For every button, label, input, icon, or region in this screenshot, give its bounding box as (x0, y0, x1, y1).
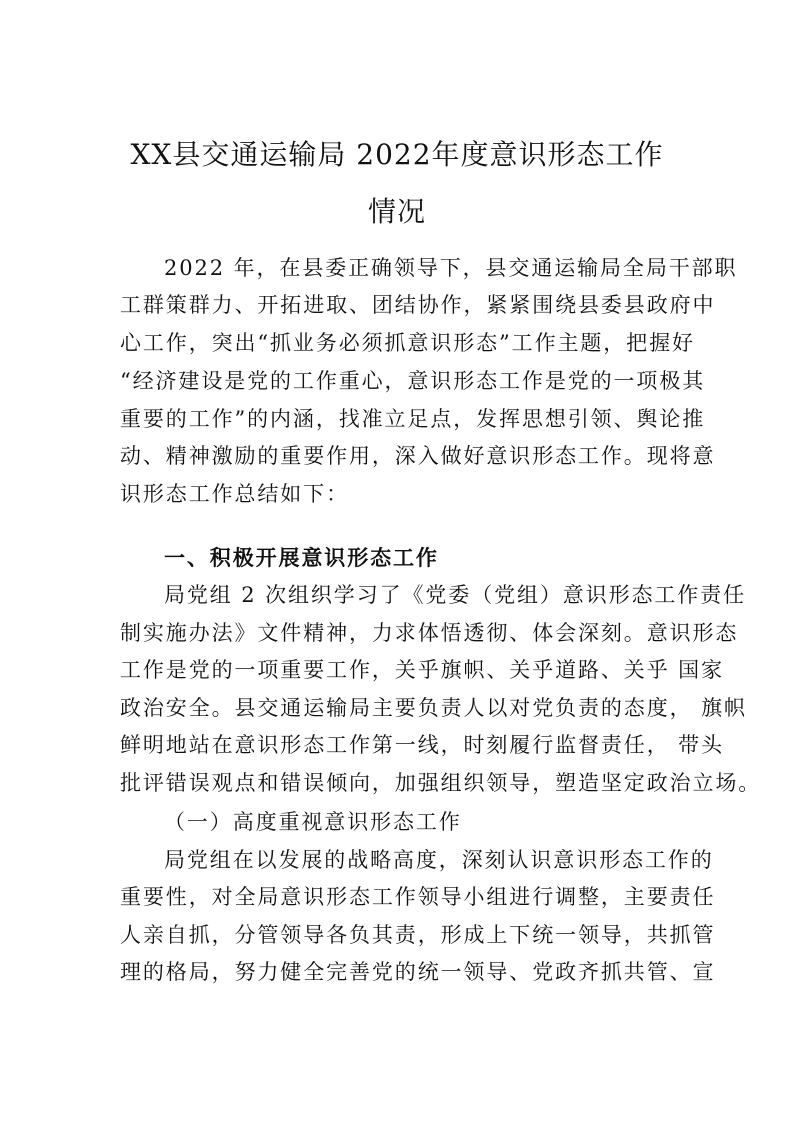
subsection-heading: （一）高度重视意识形态工作 (164, 810, 462, 834)
text-line: 制实施办法》文件精神，力求体悟透彻、体会深刻。意识形态 (120, 621, 739, 645)
text-line: 批评错误观点和错误倾向，加强组织领导，塑造坚定政治立场。 (120, 771, 762, 795)
title-line-2: 情况 (367, 195, 426, 228)
text-line: 理的格局，努力健全完善党的统一领导、党政齐抓共管、宣 (120, 960, 716, 984)
text-line: 政治安全。县交通运输局主要负责人以对党负责的态度， 旗帜 (120, 696, 747, 720)
text-line: 重要的工作”的内涵，找准立足点，发挥思想引领、舆论推 (120, 407, 706, 431)
text-line: 动、精神激励的重要作用，深入做好意识形态工作。现将意 (120, 444, 716, 468)
text-line: 人亲自抓，分管领导各负其责，形成上下统一领导，共抓管 (120, 923, 716, 947)
text-line: 局党组 2 次组织学习了《党委（党组）意识形态工作责任 (164, 583, 747, 607)
text-line: 重要性，对全局意识形态工作领导小组进行调整，主要责任 (120, 885, 716, 909)
text-line: 鲜明地站在意识形态工作第一线，时刻履行监督责任， 带头 (120, 733, 724, 757)
text-line: 识形态工作总结如下： (120, 482, 349, 506)
text-line: 工作是党的一项重要工作，关乎旗帜、关乎道路、关乎 国家 (120, 658, 724, 682)
title-line-1: XX县交通运输局 2022年度意识形态工作 (130, 138, 664, 171)
section-heading: 一、积极开展意识形态工作 (164, 545, 439, 570)
text-line: 工群策群力、开拓进取、团结协作，紧紧围绕县委县政府中 (120, 293, 716, 317)
text-line: 心工作，突出“抓业务必须抓意识形态”工作主题，把握好 (120, 331, 695, 355)
text-line: 局党组在以发展的战略高度，深刻认识意识形态工作的 (164, 848, 714, 872)
text-line: “经济建设是党的工作重心，意识形态工作是党的一项极其 (120, 369, 706, 393)
text-line: 2022 年，在县委正确领导下，县交通运输局全局干部职 (164, 256, 738, 280)
